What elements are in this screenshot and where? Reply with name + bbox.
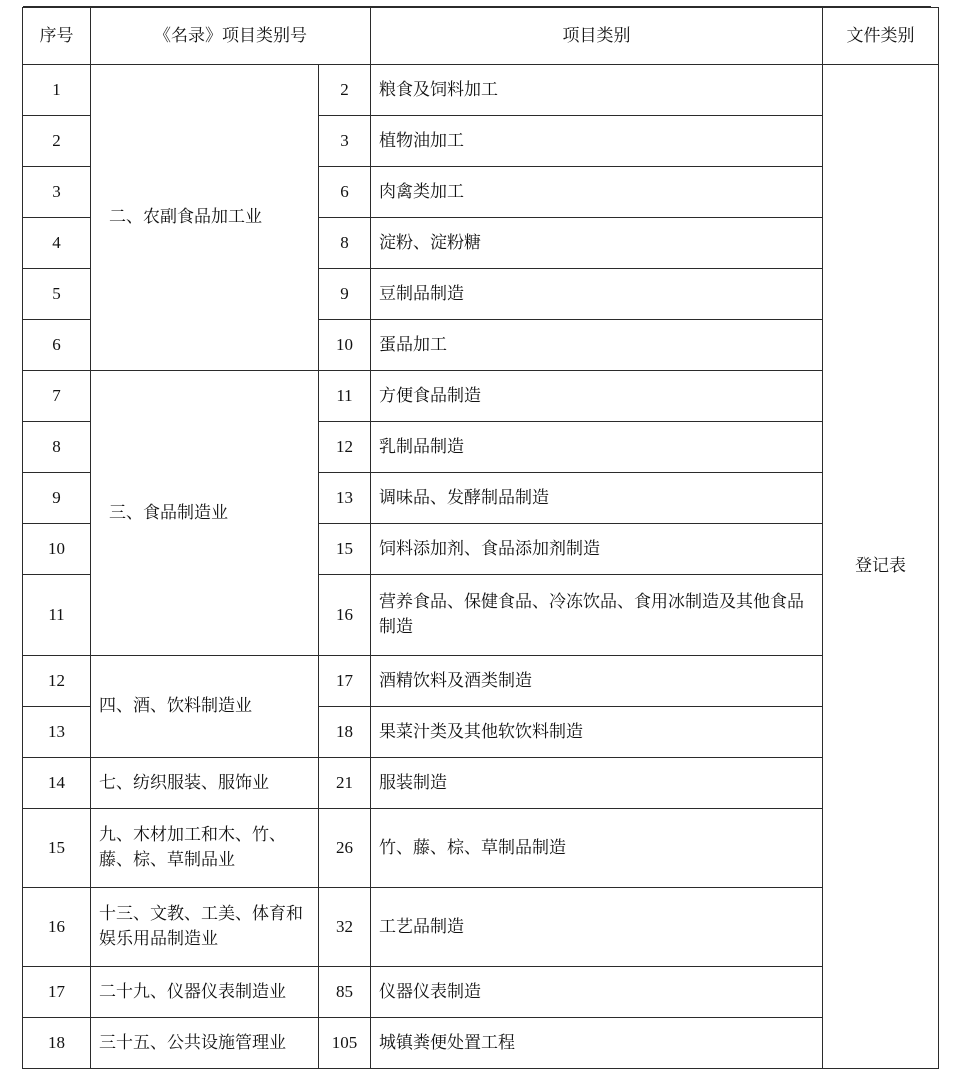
cell-seq: 7 <box>23 371 91 422</box>
table-row <box>23 888 939 967</box>
cell-seq: 11 <box>23 575 91 656</box>
cell-category: 方便食品制造 <box>371 371 823 422</box>
cell-seq: 13 <box>23 707 91 758</box>
table-row <box>23 809 939 888</box>
cell-subno: 16 <box>319 575 371 656</box>
cell-seq: 6 <box>23 320 91 371</box>
cell-group-name: 十三、文教、工美、体育和娱乐用品制造业 <box>91 888 319 967</box>
cell-subno: 26 <box>319 809 371 888</box>
table-row <box>23 758 939 809</box>
cell-group-name: 四、酒、饮料制造业 <box>91 656 319 758</box>
header-category-number: 《名录》项目类别号 <box>91 8 371 65</box>
cell-category: 仪器仪表制造 <box>371 967 823 1018</box>
cell-seq: 5 <box>23 269 91 320</box>
cell-seq: 12 <box>23 656 91 707</box>
table-row <box>23 65 939 116</box>
cell-group-name: 七、纺织服装、服饰业 <box>91 758 319 809</box>
cell-subno: 8 <box>319 218 371 269</box>
cell-category: 粮食及饲料加工 <box>371 65 823 116</box>
cell-subno: 2 <box>319 65 371 116</box>
cell-subno: 32 <box>319 888 371 967</box>
cell-seq: 4 <box>23 218 91 269</box>
cell-category: 城镇粪便处置工程 <box>371 1018 823 1069</box>
cell-seq: 18 <box>23 1018 91 1069</box>
cell-category: 果菜汁类及其他软饮料制造 <box>371 707 823 758</box>
cell-category: 植物油加工 <box>371 116 823 167</box>
table-header-row <box>23 8 939 65</box>
cell-category: 饲料添加剂、食品添加剂制造 <box>371 524 823 575</box>
cell-seq: 16 <box>23 888 91 967</box>
cell-doc-type: 登记表 <box>823 65 939 1069</box>
cell-seq: 3 <box>23 167 91 218</box>
cell-group-name: 二、农副食品加工业 <box>91 65 319 371</box>
cell-subno: 15 <box>319 524 371 575</box>
cell-category: 调味品、发酵制品制造 <box>371 473 823 524</box>
cell-subno: 13 <box>319 473 371 524</box>
cell-category: 豆制品制造 <box>371 269 823 320</box>
cell-subno: 3 <box>319 116 371 167</box>
table-row <box>23 656 939 707</box>
cell-category: 乳制品制造 <box>371 422 823 473</box>
cell-seq: 9 <box>23 473 91 524</box>
cell-subno: 17 <box>319 656 371 707</box>
cell-category: 酒精饮料及酒类制造 <box>371 656 823 707</box>
cell-group-name: 三十五、公共设施管理业 <box>91 1018 319 1069</box>
cell-subno: 85 <box>319 967 371 1018</box>
cell-subno: 105 <box>319 1018 371 1069</box>
cell-seq: 15 <box>23 809 91 888</box>
cell-seq: 17 <box>23 967 91 1018</box>
table-header <box>23 8 939 65</box>
table-row <box>23 1018 939 1069</box>
cell-category: 淀粉、淀粉糖 <box>371 218 823 269</box>
table-body <box>23 65 939 1069</box>
cell-seq: 2 <box>23 116 91 167</box>
table-row <box>23 967 939 1018</box>
cell-subno: 6 <box>319 167 371 218</box>
cell-group-name: 二十九、仪器仪表制造业 <box>91 967 319 1018</box>
cell-category: 竹、藤、棕、草制品制造 <box>371 809 823 888</box>
cell-category: 工艺品制造 <box>371 888 823 967</box>
cell-subno: 18 <box>319 707 371 758</box>
header-doc-type: 文件类别 <box>823 8 939 65</box>
cell-category: 服装制造 <box>371 758 823 809</box>
cell-seq: 10 <box>23 524 91 575</box>
cell-subno: 12 <box>319 422 371 473</box>
header-seq: 序号 <box>23 8 91 65</box>
cell-subno: 9 <box>319 269 371 320</box>
header-category: 项目类别 <box>371 8 823 65</box>
cell-category: 营养食品、保健食品、冷冻饮品、食用冰制造及其他食品制造 <box>371 575 823 656</box>
cell-group-name: 九、木材加工和木、竹、藤、棕、草制品业 <box>91 809 319 888</box>
registration-category-table <box>22 7 939 1069</box>
cell-subno: 11 <box>319 371 371 422</box>
cell-category: 蛋品加工 <box>371 320 823 371</box>
cell-seq: 14 <box>23 758 91 809</box>
cell-category: 肉禽类加工 <box>371 167 823 218</box>
cell-group-name: 三、食品制造业 <box>91 371 319 656</box>
table-row <box>23 371 939 422</box>
cell-subno: 10 <box>319 320 371 371</box>
cell-subno: 21 <box>319 758 371 809</box>
cell-seq: 8 <box>23 422 91 473</box>
cell-seq: 1 <box>23 65 91 116</box>
